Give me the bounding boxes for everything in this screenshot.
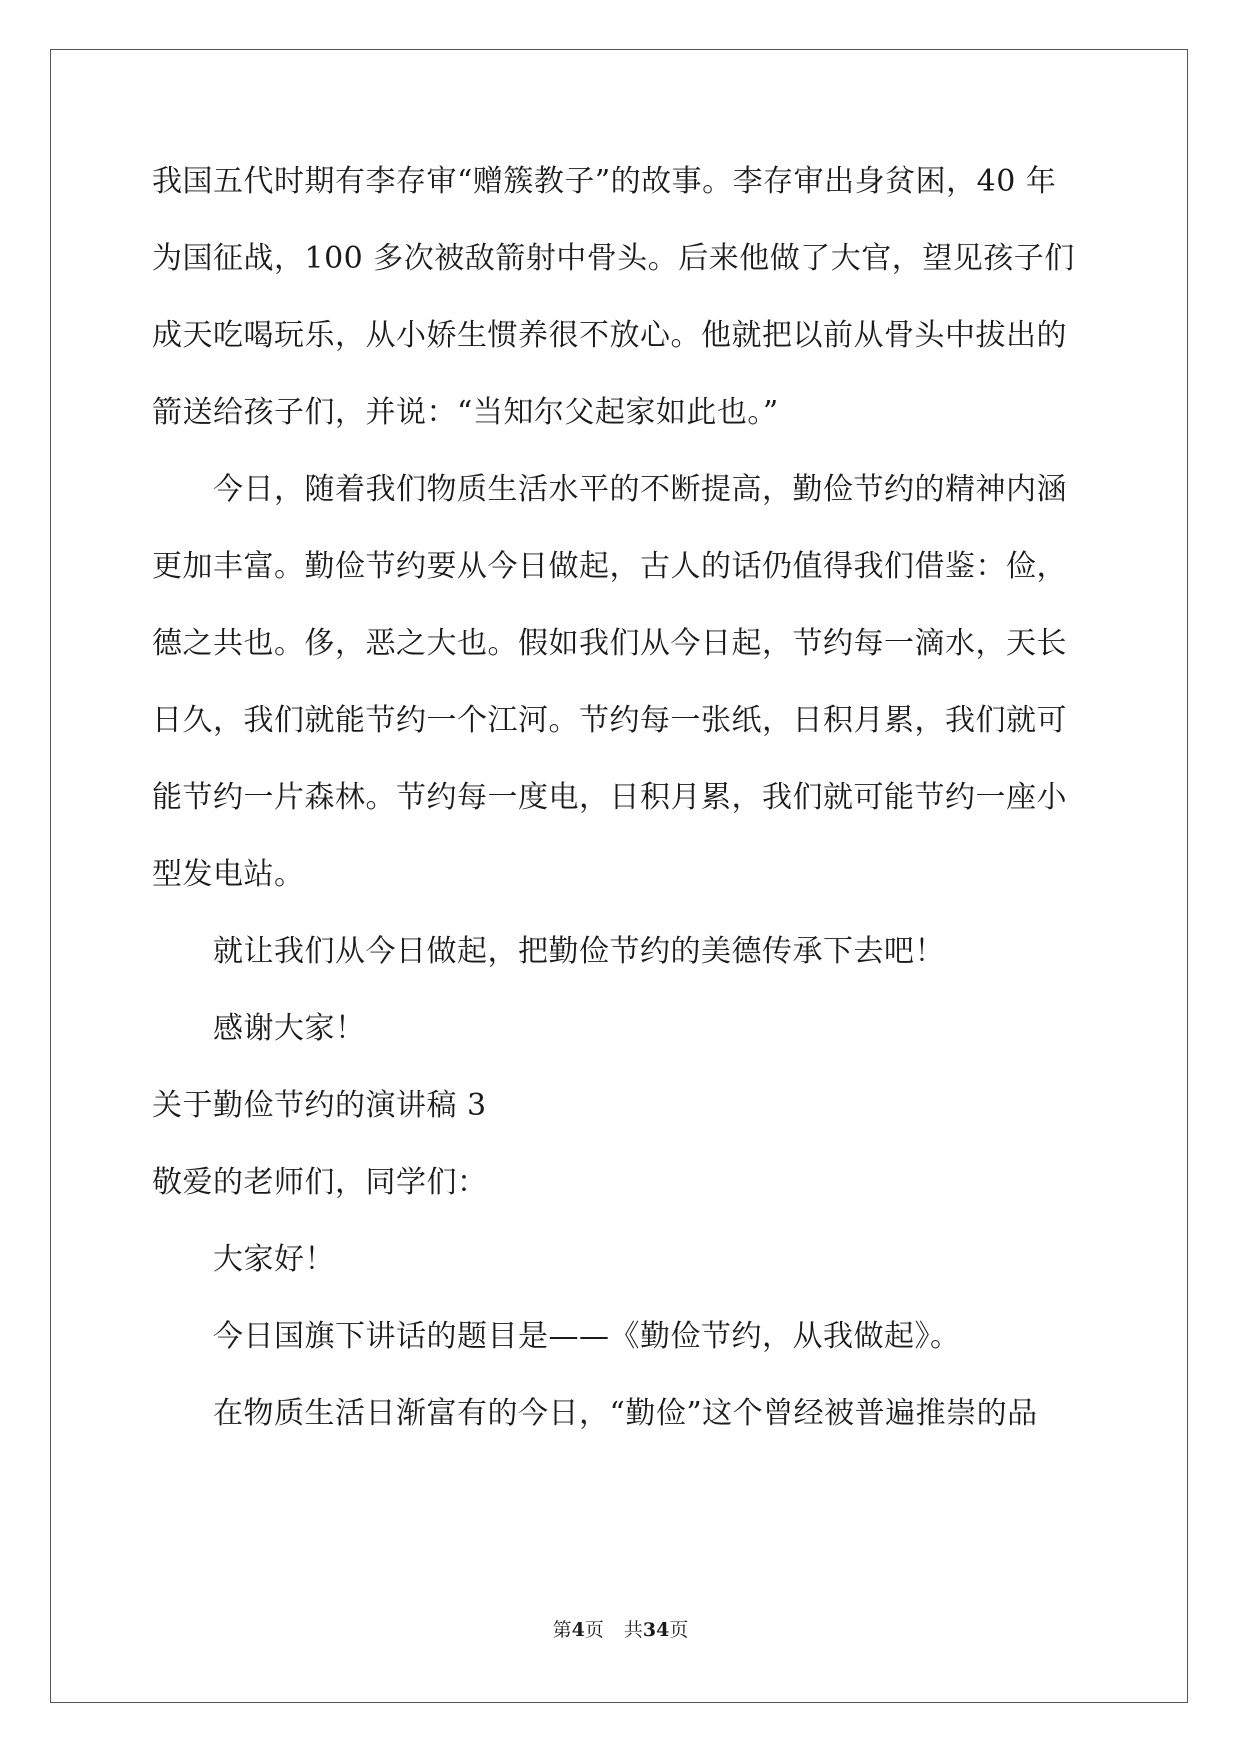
- text-line: 感谢大家！: [213, 1011, 366, 1046]
- text-line: 就让我们从今日做起，把勤俭节约的美德传承下去吧！: [213, 934, 945, 969]
- page-number: 4: [571, 1619, 585, 1641]
- page-prefix: 第: [552, 1619, 572, 1641]
- page-footer: [0, 1618, 1241, 1642]
- text-line: 在物质生活日渐富有的今日，“勤俭”这个曾经被普遍推崇的品: [213, 1396, 1038, 1431]
- text-line: 型发电站。: [152, 857, 305, 892]
- total-prefix: 共: [623, 1619, 643, 1641]
- section-heading: 关于勤俭节约的演讲稿 3: [152, 1088, 487, 1123]
- text-line: 德之共也。侈，恶之大也。假如我们从今日起，节约每一滴水，天长: [152, 626, 1067, 661]
- total-suffix: 页: [669, 1619, 689, 1641]
- text-line: 能节约一片森林。节约每一度电，日积月累，我们就可能节约一座小: [152, 780, 1067, 815]
- total-pages: 34: [642, 1619, 670, 1641]
- text-line: 我国五代时期有李存审“赠簇教子”的故事。李存审出身贫困，40 年: [152, 164, 1057, 199]
- text-line: 今日，随着我们物质生活水平的不断提高，勤俭节约的精神内涵: [213, 472, 1067, 507]
- text-line: 更加丰富。勤俭节约要从今日做起，古人的话仍值得我们借鉴：俭，: [152, 549, 1067, 584]
- text-line: 为国征战，100 多次被敌箭射中骨头。后来他做了大官，望见孩子们: [152, 241, 1075, 276]
- text-line: 日久，我们就能节约一个江河。节约每一张纸，日积月累，我们就可: [152, 703, 1067, 738]
- text-line: 今日国旗下讲话的题目是——《勤俭节约，从我做起》。: [213, 1319, 961, 1354]
- text-line: 成天吃喝玩乐，从小娇生惯养很不放心。他就把以前从骨头中拔出的: [152, 318, 1067, 353]
- text-line: 箭送给孩子们，并说：“当知尔父起家如此也。”: [152, 395, 779, 430]
- greeting: 大家好！: [213, 1242, 335, 1277]
- page-suffix: 页: [584, 1619, 604, 1641]
- salutation: 敬爱的老师们，同学们：: [152, 1165, 488, 1200]
